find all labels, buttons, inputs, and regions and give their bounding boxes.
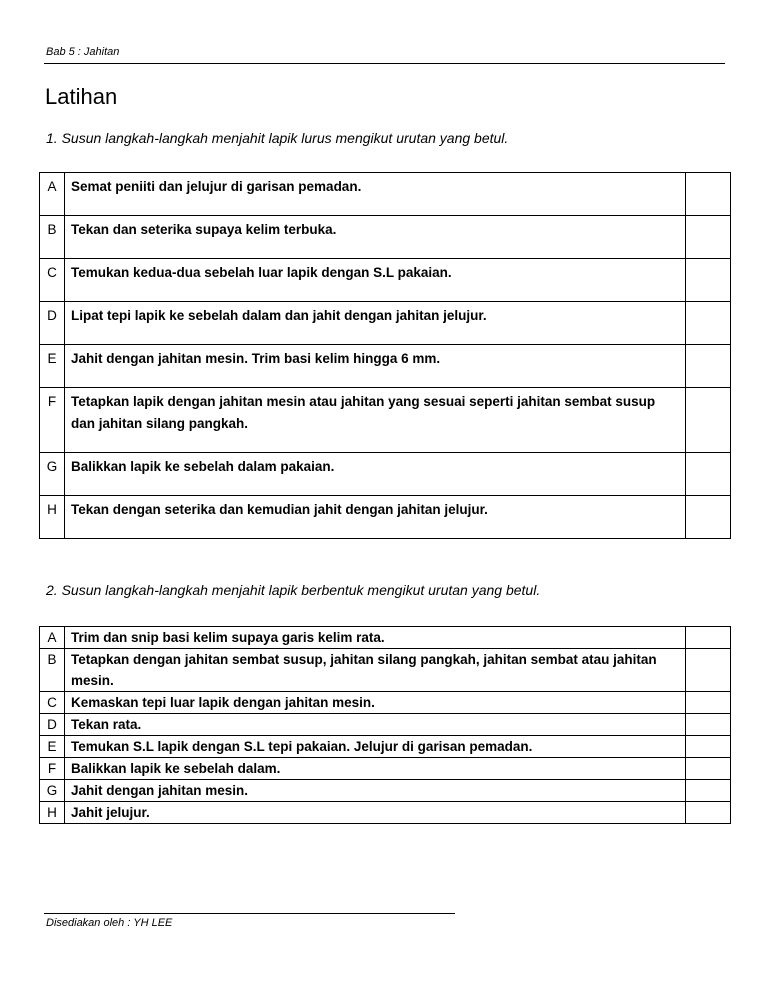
step-letter: A — [40, 173, 65, 216]
table-row — [40, 692, 731, 714]
step-text: Temukan kedua-dua sebelah luar lapik dengan S.L pakaian. — [65, 259, 686, 302]
answer-box[interactable] — [686, 345, 731, 388]
table-row — [40, 736, 731, 758]
step-letter: D — [40, 302, 65, 345]
answer-box[interactable] — [686, 736, 731, 758]
table-row — [40, 496, 731, 539]
step-letter: D — [40, 714, 65, 736]
table-row — [40, 649, 731, 692]
step-text: Trim dan snip basi kelim supaya garis kelim rata. — [65, 627, 686, 649]
answer-box[interactable] — [686, 780, 731, 802]
step-text: Temukan S.L lapik dengan S.L tepi pakaian. Jelujur di garisan pemadan. — [65, 736, 686, 758]
step-text: Jahit dengan jahitan mesin. — [65, 780, 686, 802]
step-letter: H — [40, 496, 65, 539]
step-text: Balikkan lapik ke sebelah dalam. — [65, 758, 686, 780]
answer-box[interactable] — [686, 627, 731, 649]
step-letter: E — [40, 345, 65, 388]
answer-box[interactable] — [686, 259, 731, 302]
table-row — [40, 345, 731, 388]
answer-box[interactable] — [686, 649, 731, 692]
step-letter: F — [40, 758, 65, 780]
table-row — [40, 802, 731, 824]
answer-box[interactable] — [686, 216, 731, 259]
step-letter: C — [40, 259, 65, 302]
answer-box[interactable] — [686, 302, 731, 345]
step-text: Kemaskan tepi luar lapik dengan jahitan mesin. — [65, 692, 686, 714]
table-row — [40, 758, 731, 780]
table-row — [40, 714, 731, 736]
table-row — [40, 627, 731, 649]
steps-table-1 — [39, 172, 731, 539]
answer-box[interactable] — [686, 173, 731, 216]
table-row — [40, 302, 731, 345]
header-divider — [44, 63, 725, 64]
step-text: Tekan dengan seterika dan kemudian jahit dengan jahitan jelujur. — [65, 496, 686, 539]
step-text: Lipat tepi lapik ke sebelah dalam dan jahit dengan jahitan jelujur. — [65, 302, 686, 345]
table-row — [40, 173, 731, 216]
step-letter: E — [40, 736, 65, 758]
step-letter: G — [40, 453, 65, 496]
step-text: Tetapkan dengan jahitan sembat susup, jahitan silang pangkah, jahitan sembat atau jahitan mesin. — [65, 649, 686, 692]
answer-box[interactable] — [686, 388, 731, 453]
step-text: Jahit jelujur. — [65, 802, 686, 824]
step-text: Tekan rata. — [65, 714, 686, 736]
step-letter: H — [40, 802, 65, 824]
prepared-by: Disediakan oleh : YH LEE — [46, 917, 173, 929]
step-letter: A — [40, 627, 65, 649]
question-1: 1. Susun langkah-langkah menjahit lapik lurus mengikut urutan yang betul. — [46, 130, 509, 146]
step-letter: G — [40, 780, 65, 802]
step-letter: C — [40, 692, 65, 714]
table-row — [40, 388, 731, 453]
page-title: Latihan — [45, 84, 118, 109]
answer-box[interactable] — [686, 802, 731, 824]
step-text: Balikkan lapik ke sebelah dalam pakaian. — [65, 453, 686, 496]
footer-divider — [44, 913, 455, 914]
step-text: Tekan dan seterika supaya kelim terbuka. — [65, 216, 686, 259]
answer-box[interactable] — [686, 758, 731, 780]
step-text: Semat peniiti dan jelujur di garisan pemadan. — [65, 173, 686, 216]
step-text: Tetapkan lapik dengan jahitan mesin atau jahitan yang sesuai seperti jahitan sembat susup dan jahitan silang pangkah. — [65, 388, 686, 453]
step-letter: B — [40, 216, 65, 259]
answer-box[interactable] — [686, 714, 731, 736]
steps-table-2 — [39, 626, 731, 824]
table-row — [40, 453, 731, 496]
step-letter: F — [40, 388, 65, 453]
page-header: Bab 5 : Jahitan — [46, 46, 120, 58]
table-row — [40, 216, 731, 259]
answer-box[interactable] — [686, 692, 731, 714]
step-letter: B — [40, 649, 65, 692]
table-row — [40, 780, 731, 802]
question-2: 2. Susun langkah-langkah menjahit lapik berbentuk mengikut urutan yang betul. — [46, 582, 541, 598]
step-text: Jahit dengan jahitan mesin. Trim basi kelim hingga 6 mm. — [65, 345, 686, 388]
answer-box[interactable] — [686, 496, 731, 539]
answer-box[interactable] — [686, 453, 731, 496]
table-row — [40, 259, 731, 302]
